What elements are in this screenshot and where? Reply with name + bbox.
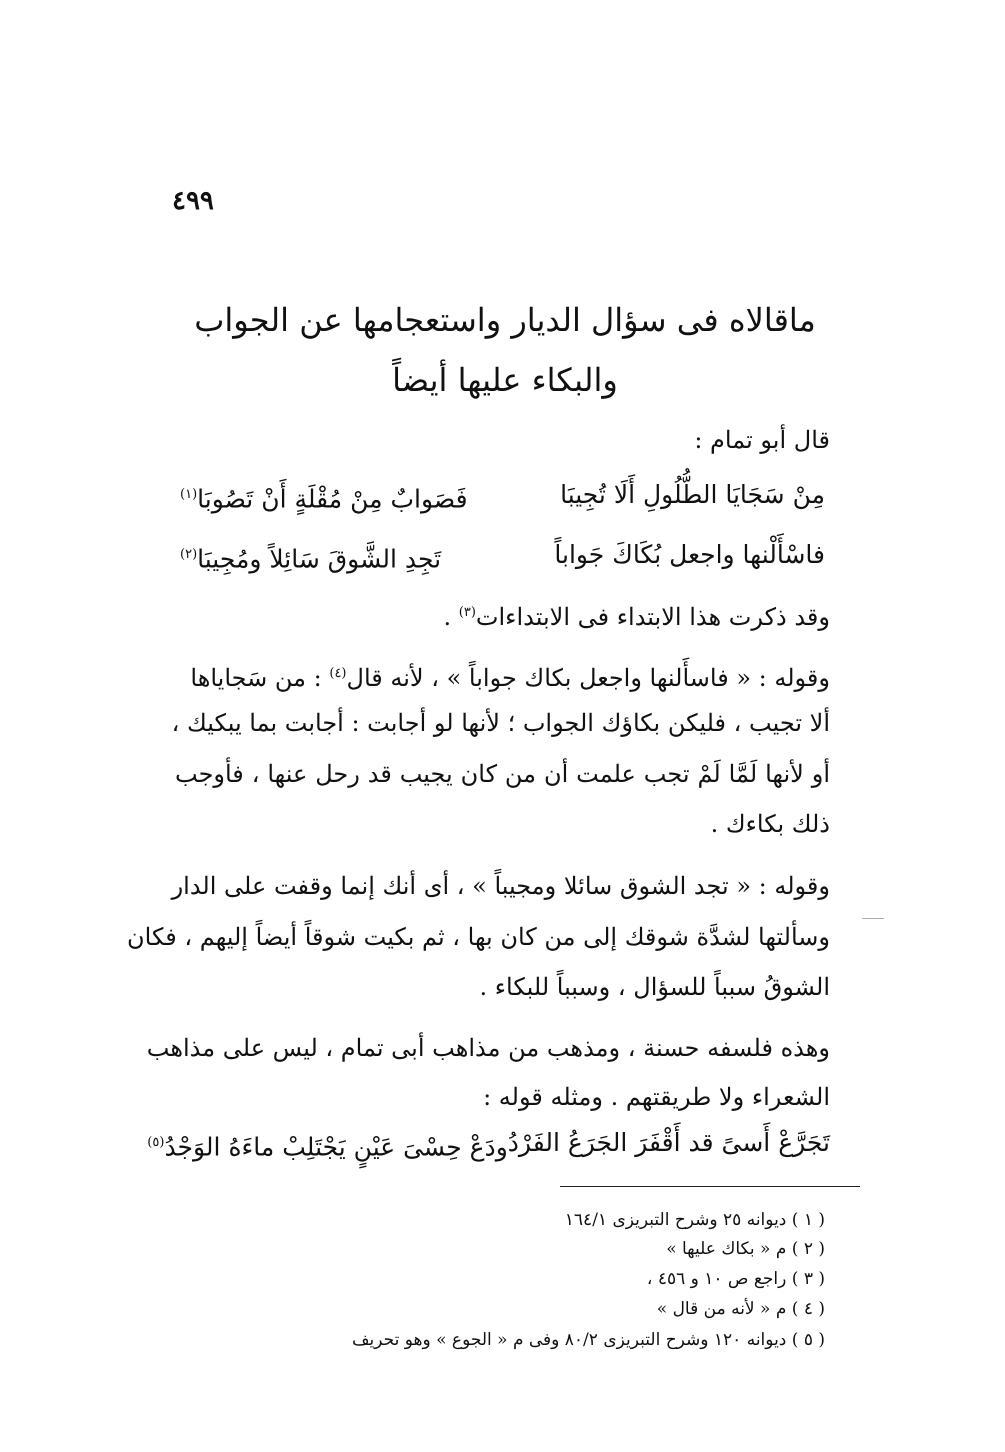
footnote-5: ( ٥ ) ديوانه ١٢٠ وشرح التبريزى ٨٠/٢ وفى م « الجوع » وهو تحريف bbox=[351, 1330, 825, 1350]
footnote-ref-5: (٥) bbox=[147, 1135, 165, 1150]
page-number: ٤٩٩ bbox=[172, 186, 214, 216]
paragraph-4-line-1: وهذه فلسفه حسنة ، ومذهب من مذاهب أبى تمام ، ليس على مذاهب bbox=[146, 1034, 830, 1062]
paragraph-1-text: وقد ذكرت هذا الابتداء فى الابتداءات bbox=[475, 603, 830, 631]
verse-3 bbox=[147, 1126, 830, 1164]
paragraph-2-line-1-b: : من سَجاياها bbox=[190, 664, 330, 692]
paragraph-2-line-2: ألا تجيب ، فليكن بكاؤك الجواب ؛ لأنها لو أجابت : أجابت بما يبكيك ، bbox=[171, 709, 830, 737]
footnote-1: ( ١ ) ديوانه ٢٥ وشرح التبريزى ١٦٤/١ bbox=[564, 1210, 825, 1230]
footnote-separator bbox=[560, 1186, 860, 1187]
verse-2-first-hemistich: فاسْأَلْنها واجعل بُكَاكَ جَواباً bbox=[554, 540, 825, 569]
paragraph-4-line-2: الشعراء ولا طريقتهم . ومثله قوله : bbox=[483, 1083, 830, 1111]
verse-2-second-text: تَجِدِ الشَّوقَ سَائِلاً ومُجِيبَا bbox=[197, 544, 442, 574]
scan-mark bbox=[862, 918, 884, 919]
paragraph-2-line-1 bbox=[175, 658, 830, 694]
verse-3-first-hemistich: تَجَرَّعْ أَسىً قد أَقْفَرَ الجَرَعُ الفَرْدُ bbox=[507, 1128, 830, 1157]
paragraph-2-line-4: ذلك بكاءك . bbox=[710, 810, 830, 838]
chapter-title-line-2: والبكاء عليها أيضاً bbox=[392, 361, 618, 399]
footnote-4: ( ٤ ) م « لأنه من قال » bbox=[656, 1299, 825, 1319]
footnote-ref-4: (٤) bbox=[329, 666, 347, 681]
verse-3-second-text: ودَعْ حِسْىَ عَيْنٍ يَجْتَلِبْ ماءَهُ الوَجْدُ bbox=[164, 1132, 508, 1162]
verse-2 bbox=[180, 538, 825, 576]
verse-1-second-hemistich bbox=[180, 478, 468, 516]
paragraph-1 bbox=[175, 597, 830, 633]
intro-line: قال أبو تمام : bbox=[694, 426, 830, 454]
footnote-ref-1: (١) bbox=[180, 487, 198, 502]
verse-2-second-hemistich bbox=[180, 538, 441, 576]
paragraph-1-tail: . bbox=[443, 603, 459, 631]
footnote-ref-3: (٣) bbox=[458, 605, 476, 620]
footnote-ref-2: (٢) bbox=[180, 547, 198, 562]
paragraph-3-line-3: الشوقُ سبباً للسؤال ، وسبباً للبكاء . bbox=[479, 973, 830, 1001]
paragraph-3-line-1: وقوله : « تجد الشوق سائلا ومجيباً » ، أى أنك إنما وقفت على الدار bbox=[171, 872, 830, 900]
chapter-title-line-1: ماقالاه فى سؤال الديار واستعجامها عن الجواب bbox=[194, 301, 816, 339]
footnote-2: ( ٢ ) م « بكاك عليها » bbox=[666, 1239, 825, 1259]
verse-1-first-hemistich: مِنْ سَجَايَا الطُّلُولِ أَلَا تُجِيبَا bbox=[560, 480, 825, 509]
verse-1-second-text: فَصَوابٌ مِنْ مُقْلَةٍ أَنْ تَصُوبَا bbox=[197, 484, 468, 514]
paragraph-2-line-1-a: وقوله : « فاسأَلنها واجعل بكاك جواباً » ، لأنه قال bbox=[346, 664, 830, 692]
paragraph-2-line-3: أو لأنها لَمَّا لَمْ تجب علمت أن من كان يجيب قد رحل عنها ، فأوجب bbox=[175, 760, 830, 788]
verse-3-second-hemistich bbox=[147, 1126, 507, 1164]
paragraph-3-line-2: وسألتها لشدَّة شوقك إلى من كان بها ، ثم بكيت شوقاً أيضاً إليهم ، فكان bbox=[127, 923, 830, 951]
footnote-3: ( ٣ ) راجع ص ١٠ و ٤٥٦ ، bbox=[646, 1269, 825, 1289]
verse-1 bbox=[180, 478, 825, 516]
